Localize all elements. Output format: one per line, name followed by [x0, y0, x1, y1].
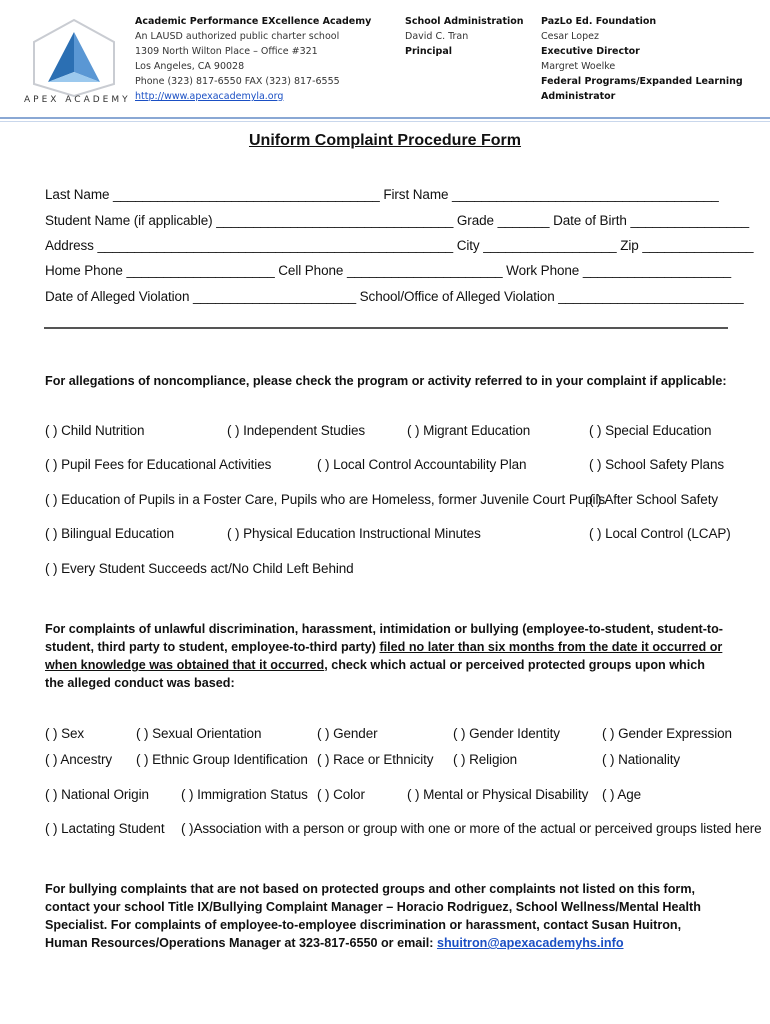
option-lcap-accountability[interactable]: ( ) Local Control Accountability Plan	[317, 457, 527, 472]
apex-logo-icon	[26, 14, 122, 98]
foundation-role-2b: Administrator	[541, 91, 616, 102]
foundation-info	[541, 14, 743, 104]
form-title: Uniform Complaint Procedure Form	[248, 132, 522, 149]
option-color[interactable]: ( ) Color	[317, 787, 365, 802]
admin-role: Principal	[405, 46, 453, 57]
option-physical-education[interactable]: ( ) Physical Education Instructional Minutes	[227, 526, 481, 541]
option-gender-identity[interactable]: ( ) Gender Identity	[453, 726, 560, 741]
logo-wordmark: APEX ACADEMY	[24, 95, 131, 105]
option-migrant-education[interactable]: ( ) Migrant Education	[407, 423, 531, 438]
option-ethnic-group[interactable]: ( ) Ethnic Group Identification	[136, 752, 308, 767]
option-foster-homeless-pupils[interactable]: ( ) Education of Pupils in a Foster Care, Pupils who are Homeless, former Juvenile Court Pupils	[45, 492, 605, 507]
discrimination-text-a: For complaints of unlawful discrimination, harassment, intimidation or bullying (employee-to-student, student-to-student, third party to student, employee-to-third party)	[45, 622, 723, 654]
option-race-ethnicity[interactable]: ( ) Race or Ethnicity	[317, 752, 434, 767]
section-divider	[44, 327, 728, 329]
option-religion[interactable]: ( ) Religion	[453, 752, 518, 767]
school-info	[135, 14, 371, 104]
discrimination-text-b: , check which actual or perceived protected groups upon which the alleged conduct was based:	[45, 658, 705, 690]
administration-info	[405, 14, 524, 59]
admin-heading: School Administration	[405, 16, 524, 27]
programs-heading: For allegations of noncompliance, please check the program or activity referred to in your complaint if applicable:	[45, 374, 727, 388]
name-fields-line[interactable]: Last Name ____________________________________ First Name ____________________________________	[45, 187, 719, 202]
option-every-student-succeeds[interactable]: ( ) Every Student Succeeds act/No Child Left Behind	[45, 561, 354, 576]
school-website-link[interactable]: http://www.apexacademyla.org	[135, 91, 284, 102]
school-address-1: 1309 North Wilton Place – Office #321	[135, 46, 318, 57]
admin-name: David C. Tran	[405, 31, 469, 42]
school-phone: Phone (323) 817-6550 FAX (323) 817-6555	[135, 76, 340, 87]
option-disability[interactable]: ( ) Mental or Physical Disability	[407, 787, 589, 802]
contact-email-link[interactable]: shuitron@apexacademyhs.info	[436, 936, 624, 950]
option-age[interactable]: ( ) Age	[602, 787, 642, 802]
option-immigration-status[interactable]: ( ) Immigration Status	[181, 787, 308, 802]
option-child-nutrition[interactable]: ( ) Child Nutrition	[45, 423, 145, 438]
discrimination-deadline: filed no later than six months from the date it occurred or when knowledge was obtained that it occurred	[45, 640, 723, 672]
bullying-instructions	[45, 880, 725, 952]
option-school-safety-plans[interactable]: ( ) School Safety Plans	[589, 457, 725, 472]
option-sex[interactable]: ( ) Sex	[45, 726, 85, 741]
bullying-text: For bullying complaints that are not based on protected groups and other complaints not listed on this form, contact your school Title IX/Bullying Complaint Manager – Horacio Rodriguez, School Wellness/Mental Health Specialist. For complaints of employee-to-employee discrimination or harassment, contact Susan Huitron, Human Resources/Operations Manager at 323-817-6550 or email:	[45, 882, 701, 950]
option-ancestry[interactable]: ( ) Ancestry	[45, 752, 113, 767]
violation-fields-line[interactable]: Date of Alleged Violation ______________________ School/Office of Alleged Violation _________________________	[45, 289, 744, 304]
option-sexual-orientation[interactable]: ( ) Sexual Orientation	[136, 726, 262, 741]
school-address-2: Los Angeles, CA 90028	[135, 61, 245, 72]
school-name: Academic Performance EXcellence Academy	[135, 16, 372, 27]
option-special-education[interactable]: ( ) Special Education	[589, 423, 712, 438]
foundation-name-1: Cesar Lopez	[541, 31, 599, 42]
option-gender[interactable]: ( ) Gender	[317, 726, 378, 741]
option-nationality[interactable]: ( ) Nationality	[602, 752, 681, 767]
option-bilingual-education[interactable]: ( ) Bilingual Education	[45, 526, 175, 541]
option-lactating-student[interactable]: ( ) Lactating Student	[45, 821, 165, 836]
foundation-heading: PazLo Ed. Foundation	[541, 16, 657, 27]
foundation-role-1: Executive Director	[541, 46, 640, 57]
option-independent-studies[interactable]: ( ) Independent Studies	[227, 423, 366, 438]
student-fields-line[interactable]: Student Name (if applicable) ________________________________ Grade _______ Date of Birth ________________	[45, 213, 749, 228]
foundation-name-2: Margret Woelke	[541, 61, 616, 72]
option-after-school-safety[interactable]: ( ) After School Safety	[589, 492, 719, 507]
header-divider-thin	[0, 121, 770, 122]
option-national-origin[interactable]: ( ) National Origin	[45, 787, 149, 802]
address-fields-line[interactable]: Address ________________________________________________ City __________________ Zip _______________	[45, 238, 754, 253]
foundation-role-2a: Federal Programs/Expanded Learning	[541, 76, 743, 87]
option-pupil-fees[interactable]: ( ) Pupil Fees for Educational Activities	[45, 457, 272, 472]
phone-fields-line[interactable]: Home Phone ____________________ Cell Phone _____________________ Work Phone ____________________	[45, 263, 732, 278]
school-subtitle: An LAUSD authorized public charter school	[135, 31, 340, 42]
option-association[interactable]: ( )Association with a person or group with one or more of the actual or perceived groups listed here	[181, 821, 762, 836]
header-divider	[0, 117, 770, 119]
option-gender-expression[interactable]: ( ) Gender Expression	[602, 726, 732, 741]
discrimination-instructions	[45, 620, 725, 692]
option-local-control-lcap[interactable]: ( ) Local Control (LCAP)	[589, 526, 731, 541]
